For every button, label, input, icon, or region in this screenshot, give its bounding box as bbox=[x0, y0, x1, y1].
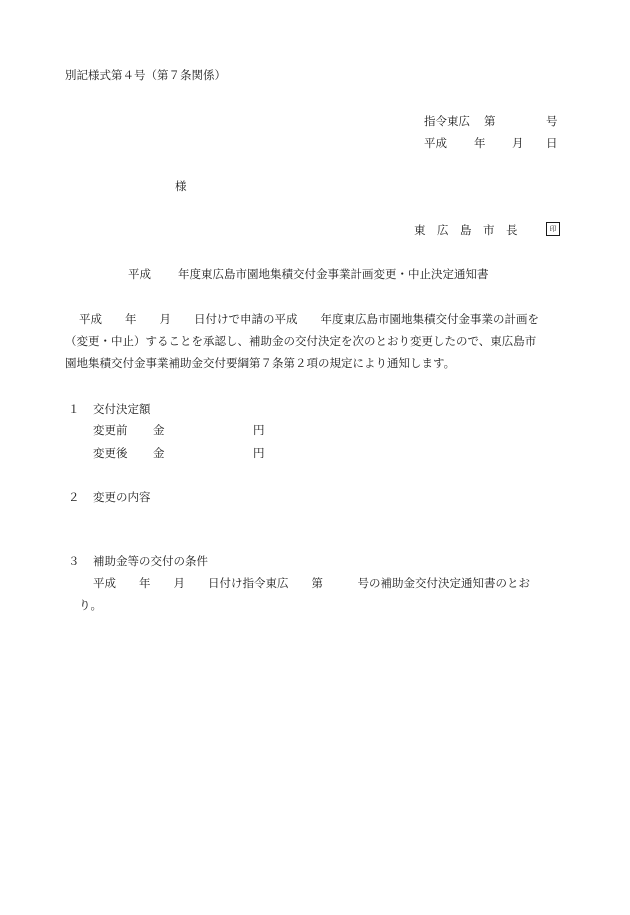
amount-after-label: 変更後 bbox=[93, 446, 128, 460]
addressee-sama: 様 bbox=[175, 179, 187, 193]
doc-date-nen: 年 bbox=[474, 136, 486, 150]
doc-date-era: 平成 bbox=[424, 136, 447, 150]
doc-date-nichi: 日 bbox=[546, 136, 558, 150]
doc-date-gatsu: 月 bbox=[512, 136, 524, 150]
body-line-3: 園地集積交付金事業補助金交付要綱第７条第２項の規定により通知します。 bbox=[65, 356, 456, 370]
issuer-seal: 印 bbox=[546, 222, 560, 236]
doc-number-prefix: 指令東広 bbox=[424, 114, 470, 128]
amount-before-kin: 金 bbox=[153, 423, 165, 437]
form-label: 別記様式第４号（第７条関係） bbox=[65, 68, 226, 82]
doc-number-dai: 第 bbox=[484, 114, 496, 128]
section-3-line-1: 平成 年 月 日付け指令東広 第 号の補助金交付決定通知書のとお bbox=[93, 576, 530, 590]
section-2-number: ２ bbox=[68, 490, 80, 504]
body-line-1: 平成 年 月 日付けで申請の平成 年度東広島市園地集積交付金事業の計画を bbox=[79, 312, 539, 326]
section-1-number: １ bbox=[68, 402, 80, 416]
amount-after-yen: 円 bbox=[253, 446, 265, 460]
issuer-name: 東 広 島 市 長 bbox=[414, 223, 518, 237]
title-era: 平成 bbox=[128, 267, 151, 281]
section-3-number: ３ bbox=[68, 554, 80, 568]
section-3-heading: 補助金等の交付の条件 bbox=[93, 554, 208, 568]
doc-number-go: 号 bbox=[546, 114, 558, 128]
section-1-heading: 交付決定額 bbox=[93, 402, 151, 416]
amount-before-label: 変更前 bbox=[93, 423, 128, 437]
section-3-line-2: り。 bbox=[79, 598, 102, 612]
section-2-heading: 変更の内容 bbox=[93, 490, 151, 504]
amount-before-yen: 円 bbox=[253, 423, 265, 437]
title-text: 年度東広島市園地集積交付金事業計画変更・中止決定通知書 bbox=[178, 267, 489, 281]
body-line-2: （変更・中止）することを承認し、補助金の交付決定を次のとおり変更したので、東広島市 bbox=[65, 334, 537, 348]
amount-after-kin: 金 bbox=[153, 446, 165, 460]
